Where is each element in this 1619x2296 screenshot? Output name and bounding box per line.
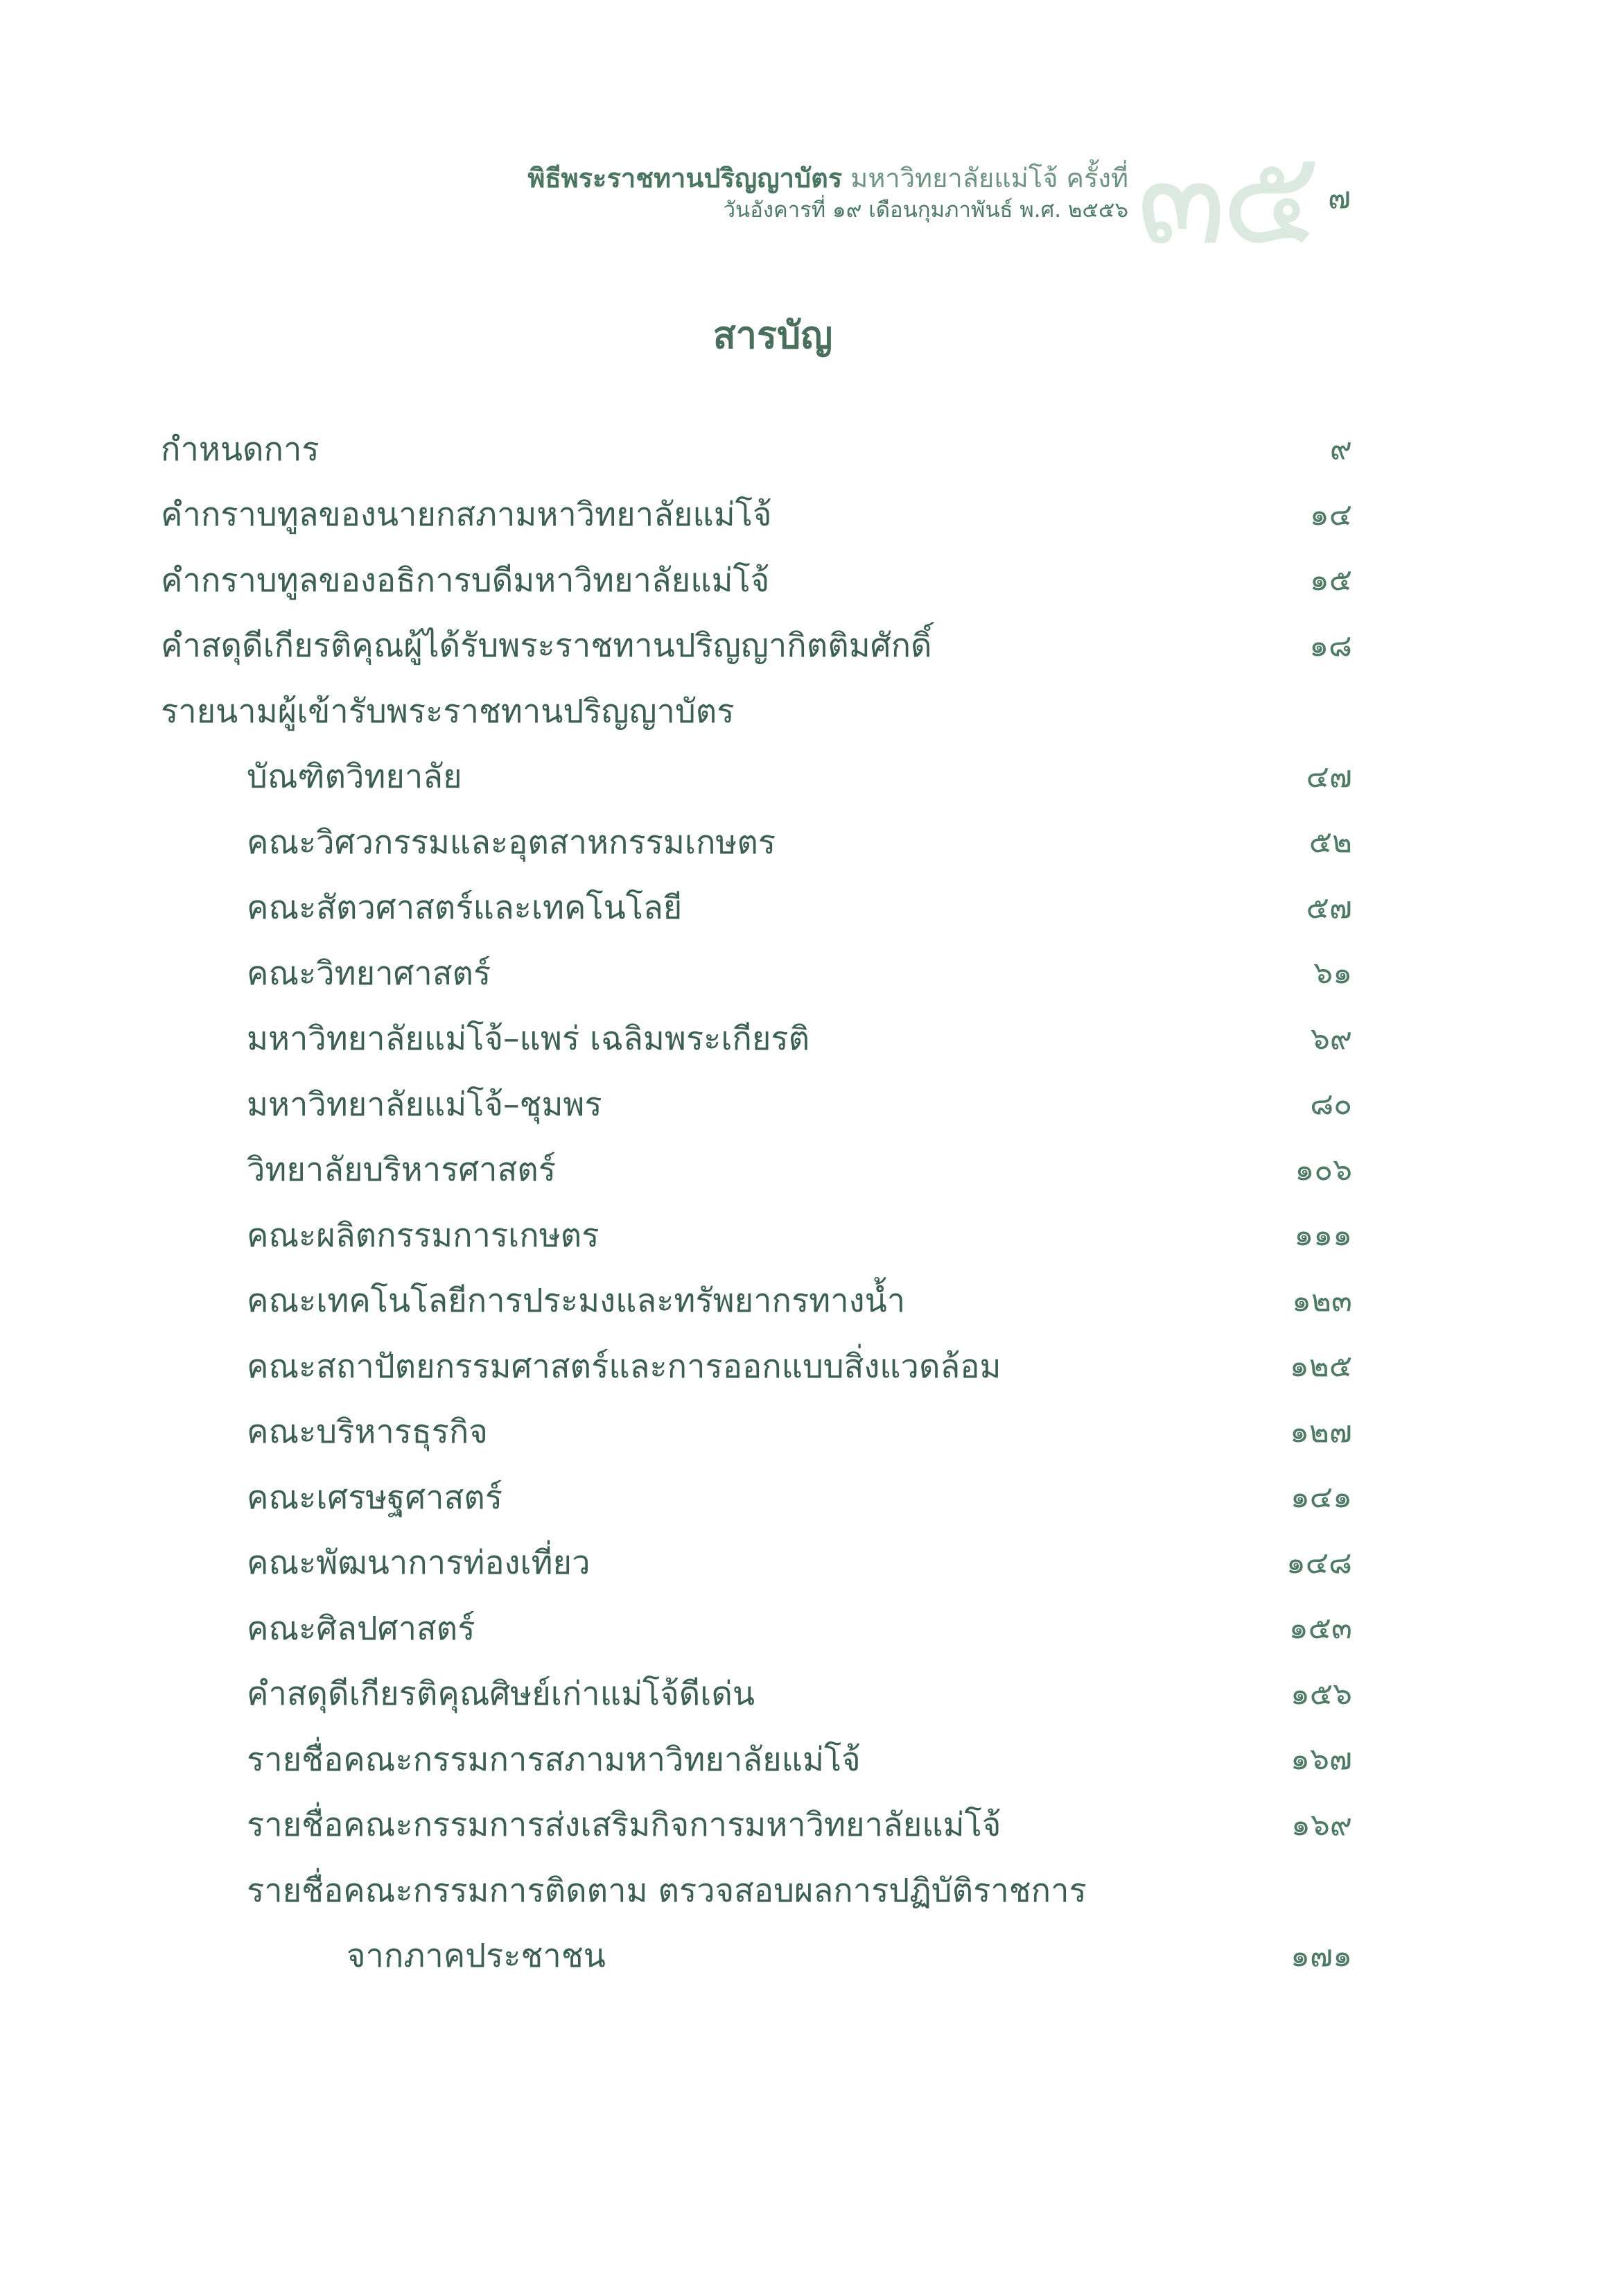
toc-entry-continuation	[0, 1923, 1619, 1989]
toc-entry	[0, 744, 1619, 810]
toc-entry	[0, 1006, 1619, 1072]
toc-entry-page: ๑๖๙	[1290, 1807, 1352, 1843]
toc-entry-label: วิทยาลัยบริหารศาสตร์	[247, 1151, 557, 1190]
toc-entry	[0, 1202, 1619, 1268]
toc-entry	[0, 1137, 1619, 1203]
toc-entry	[0, 416, 1619, 482]
toc-entry	[0, 1595, 1619, 1661]
toc-entry-label: คำสดุดีเกียรติคุณผู้ได้รับพระราชทานปริญญากิตติมศักดิ์	[161, 627, 932, 666]
toc-entry-page: ๙	[1329, 431, 1352, 467]
toc-entry-page: ๑๔๘	[1286, 1545, 1352, 1581]
toc-entry-label: รายชื่อคณะกรรมการติดตาม ตรวจสอบผลการปฏิบัติราชการ	[247, 1871, 1087, 1910]
table-of-contents	[0, 416, 1619, 1988]
toc-entry	[0, 482, 1619, 548]
toc-entry-page: ๖๙	[1310, 1020, 1352, 1056]
toc-entry-label: รายนามผู้เข้ารับพระราชทานปริญญาบัตร	[161, 692, 735, 731]
toc-entry-page: ๑๖๗	[1290, 1741, 1352, 1777]
toc-entry-page: ๑๗๑	[1290, 1938, 1352, 1974]
toc-entry-label: คณะวิศวกรรมและอุตสาหกรรมเกษตร	[247, 823, 776, 862]
toc-entry-page: ๕๒	[1309, 824, 1352, 860]
toc-entry-label: คณะศิลปศาสตร์	[247, 1609, 475, 1648]
toc-entry-label: คำกราบทูลของอธิการบดีมหาวิทยาลัยแม่โจ้	[161, 561, 770, 600]
toc-entry-label: คณะเทคโนโลยีการประมงและทรัพยากรทางน้ำ	[247, 1282, 906, 1321]
ceremony-title-bold: พิธีพระราชทานปริญญาบัตร	[527, 163, 843, 193]
toc-entry	[0, 809, 1619, 875]
toc-entry-page: ๕๗	[1306, 889, 1352, 925]
toc-entry-label: มหาวิทยาลัยแม่โจ้–แพร่ เฉลิมพระเกียรติ	[247, 1020, 810, 1059]
toc-entry-page: ๑๒๗	[1289, 1414, 1352, 1450]
toc-entry-label: คณะเศรษฐศาสตร์	[247, 1478, 503, 1517]
ceremony-date: วันอังคารที่ ๑๙ เดือนกุมภาพันธ์ พ.ศ. ๒๕๕๖	[723, 198, 1128, 223]
toc-entry	[0, 1792, 1619, 1858]
toc-entry-page: ๑๑๑	[1294, 1217, 1352, 1253]
toc-entry-label: คณะสถาปัตยกรรมศาสตร์และการออกแบบสิ่งแวดล้อม	[247, 1347, 1001, 1386]
toc-entry	[0, 1530, 1619, 1596]
toc-entry-page: ๔๗	[1306, 758, 1352, 794]
toc-entry-label: คณะพัฒนาการท่องเที่ยว	[247, 1544, 590, 1583]
toc-entry-label: รายชื่อคณะกรรมการสภามหาวิทยาลัยแม่โจ้	[247, 1740, 861, 1779]
toc-entry-page: ๑๐๖	[1295, 1151, 1352, 1188]
toc-entry	[0, 875, 1619, 941]
toc-entry-label: กำหนดการ	[161, 430, 320, 469]
toc-section-heading	[0, 678, 1619, 744]
page-number: ๗	[1328, 180, 1351, 216]
toc-entry	[0, 1268, 1619, 1334]
toc-entry	[0, 1726, 1619, 1792]
toc-entry-label: คณะบริหารธุรกิจ	[247, 1413, 488, 1452]
page-header	[527, 161, 1128, 225]
toc-entry-page: ๑๕	[1309, 562, 1352, 598]
toc-entry	[0, 1857, 1619, 1923]
toc-entry-label: คำกราบทูลของนายกสภามหาวิทยาลัยแม่โจ้	[161, 496, 772, 534]
toc-entry-page: ๖๑	[1313, 955, 1352, 991]
ceremony-title-light: มหาวิทยาลัยแม่โจ้ ครั้งที่	[850, 163, 1128, 193]
toc-entry	[0, 1399, 1619, 1465]
toc-entry-page: ๑๘	[1309, 627, 1352, 663]
toc-entry-page: ๑๒๓	[1291, 1282, 1352, 1319]
toc-entry-page: ๑๔	[1309, 496, 1352, 532]
toc-entry-label: จากภาคประชาชน	[347, 1937, 606, 1976]
toc-entry	[0, 1661, 1619, 1727]
toc-entry-page: ๑๒๕	[1289, 1348, 1352, 1384]
toc-entry-page: ๑๔๑	[1290, 1479, 1352, 1515]
toc-entry-label: บัณฑิตวิทยาลัย	[247, 758, 462, 797]
toc-entry-label: รายชื่อคณะกรรมการส่งเสริมกิจการมหาวิทยาลัยแม่โจ้	[247, 1806, 1001, 1845]
toc-entry	[0, 613, 1619, 679]
toc-entry-label: มหาวิทยาลัยแม่โจ้–ชุมพร	[247, 1085, 602, 1124]
toc-entry	[0, 940, 1619, 1006]
toc-entry	[0, 547, 1619, 613]
ceremony-title	[527, 161, 1128, 195]
toc-entry-label: คำสดุดีเกียรติคุณศิษย์เก่าแม่โจ้ดีเด่น	[247, 1675, 755, 1714]
toc-entry	[0, 1464, 1619, 1530]
toc-entry-label: คณะวิทยาศาสตร์	[247, 954, 491, 993]
toc-entry-page: ๑๕๓	[1288, 1610, 1352, 1646]
toc-entry-label: คณะสัตวศาสตร์และเทคโนโลยี	[247, 889, 683, 928]
ceremony-number: ๓๕	[1137, 121, 1315, 274]
toc-entry-page: ๑๕๖	[1290, 1676, 1352, 1712]
toc-entry-page: ๘๐	[1310, 1086, 1352, 1122]
toc-entry	[0, 1333, 1619, 1399]
toc-entry-label: คณะผลิตกรรมการเกษตร	[247, 1216, 600, 1255]
toc-title: สารบัญ	[712, 313, 833, 357]
toc-entry	[0, 1071, 1619, 1137]
